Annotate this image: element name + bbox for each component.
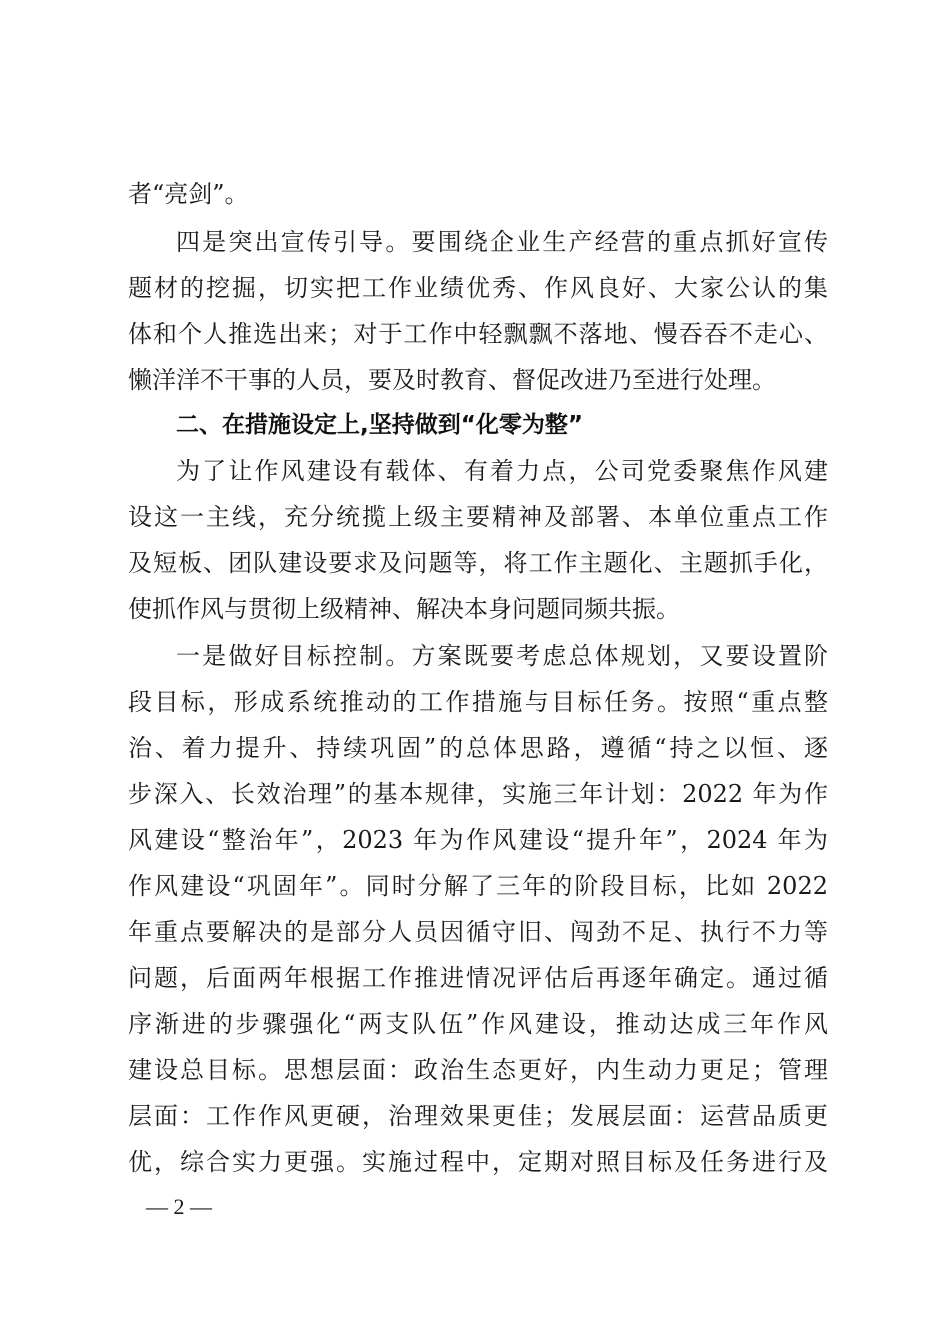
text-line: 段目标，形成系统推动的工作措施与目标任务。按照“重点整 [128, 688, 828, 716]
text-line: 作风建设“巩固年”。同时分解了三年的阶段目标，比如 2022 [128, 872, 828, 900]
text-line: 懒洋洋不干事的人员，要及时教育、督促改进乃至进行处理。 [128, 366, 776, 394]
text-line: 者“亮剑”。 [128, 180, 249, 208]
text-line: 四是突出宣传引导。要围绕企业生产经营的重点抓好宣传 [176, 228, 828, 256]
text-line: 设这一主线，充分统揽上级主要精神及部署、本单位重点工作 [128, 503, 828, 531]
text-line: 建设总目标。思想层面：政治生态更好，内生动力更足；管理 [128, 1056, 828, 1084]
text-line: 问题，后面两年根据工作推进情况评估后再逐年确定。通过循 [128, 964, 828, 992]
text-line: 体和个人推选出来；对于工作中轻飘飘不落地、慢吞吞不走心、 [128, 320, 828, 348]
text-line: 风建设“整治年”，2023 年为作风建设“提升年”，2024 年为 [128, 826, 828, 854]
text-line: 及短板、团队建设要求及问题等，将工作主题化、主题抓手化， [128, 549, 828, 577]
section-heading: 二、在措施设定上,坚持做到“化零为整” [176, 412, 583, 438]
text-line: 治、着力提升、持续巩固”的总体思路，遵循“持之以恒、逐 [128, 734, 828, 762]
text-line: 使抓作风与贯彻上级精神、解决本身问题同频共振。 [128, 595, 680, 623]
text-line: 为了让作风建设有载体、有着力点，公司党委聚焦作风建 [176, 457, 828, 485]
page-number: — 2 — [146, 1194, 212, 1219]
text-line: 年重点要解决的是部分人员因循守旧、闯劲不足、执行不力等 [128, 918, 828, 946]
text-line: 题材的挖掘，切实把工作业绩优秀、作风良好、大家公认的集 [128, 274, 828, 302]
text-line: 层面：工作作风更硬，治理效果更佳；发展层面：运营品质更 [128, 1102, 828, 1130]
text-line: 序渐进的步骤强化“两支队伍”作风建设，推动达成三年作风 [128, 1010, 828, 1038]
text-line: 一是做好目标控制。方案既要考虑总体规划，又要设置阶 [176, 642, 828, 670]
text-line: 优，综合实力更强。实施过程中，定期对照目标及任务进行及 [128, 1148, 828, 1176]
text-line: 步深入、长效治理”的基本规律，实施三年计划：2022 年为作 [128, 780, 828, 808]
